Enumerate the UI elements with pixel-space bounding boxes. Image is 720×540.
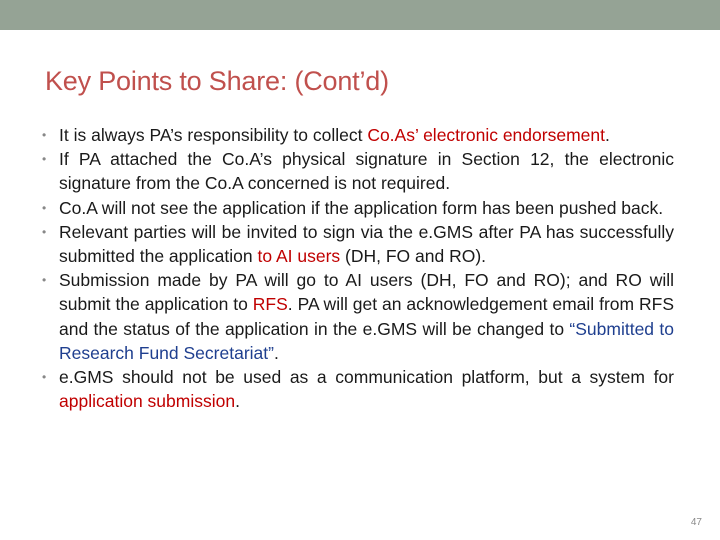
bullet-text: e.GMS should not be used as a communication platform, but a system for — [59, 367, 674, 388]
bullet-list — [42, 123, 674, 413]
bullet-icon: • — [42, 224, 47, 239]
bullet-item — [42, 365, 674, 413]
slide-title: Key Points to Share: (Cont’d) — [45, 66, 389, 96]
highlight-text: RFS — [252, 294, 288, 315]
bullet-text: . PA will get an acknowledgement email from RFS and the status of the application in the e.GMS will be changed to — [59, 294, 675, 339]
bullet-icon: • — [42, 128, 47, 142]
bullet-item — [42, 147, 674, 195]
bullet-icon: • — [42, 370, 47, 385]
bullet-item — [42, 268, 674, 365]
bullet-icon: • — [42, 200, 47, 215]
bullet-text: . — [604, 125, 610, 145]
bullet-text: . — [273, 342, 279, 363]
bullet-text: . — [235, 391, 240, 412]
page-number: 47 — [690, 517, 702, 528]
bullet-text: Co.A will not see the application if the application form has been pushed back. — [59, 197, 664, 218]
highlight-text: application submission — [59, 391, 236, 412]
highlight-text: to AI users — [257, 246, 341, 267]
bullet-icon: • — [42, 273, 47, 288]
status-quote-text: “Submitted to Research Fund Secretariat” — [59, 318, 674, 363]
bullet-text: Relevant parties will be invited to sign via the e.GMS after PA has successfully submitted the application — [59, 221, 674, 267]
bullet-item — [42, 123, 674, 147]
highlight-text: Co.As’ electronic endorsement — [367, 125, 605, 145]
bullet-text: It is always PA’s responsibility to collect — [59, 125, 368, 145]
bullet-text: If PA attached the Co.A’s physical signature in Section 12, the electronic signature from the Co.A concerned is not required. — [59, 149, 674, 194]
bullet-text: Submission made by PA will go to AI users (DH, FO and RO); and RO will submit the application to — [59, 270, 674, 315]
bullet-text: (DH, FO and RO). — [340, 246, 487, 267]
bullet-item — [42, 196, 674, 220]
bullet-item — [42, 220, 674, 268]
header-bar — [0, 0, 720, 30]
bullet-icon: • — [42, 152, 47, 167]
